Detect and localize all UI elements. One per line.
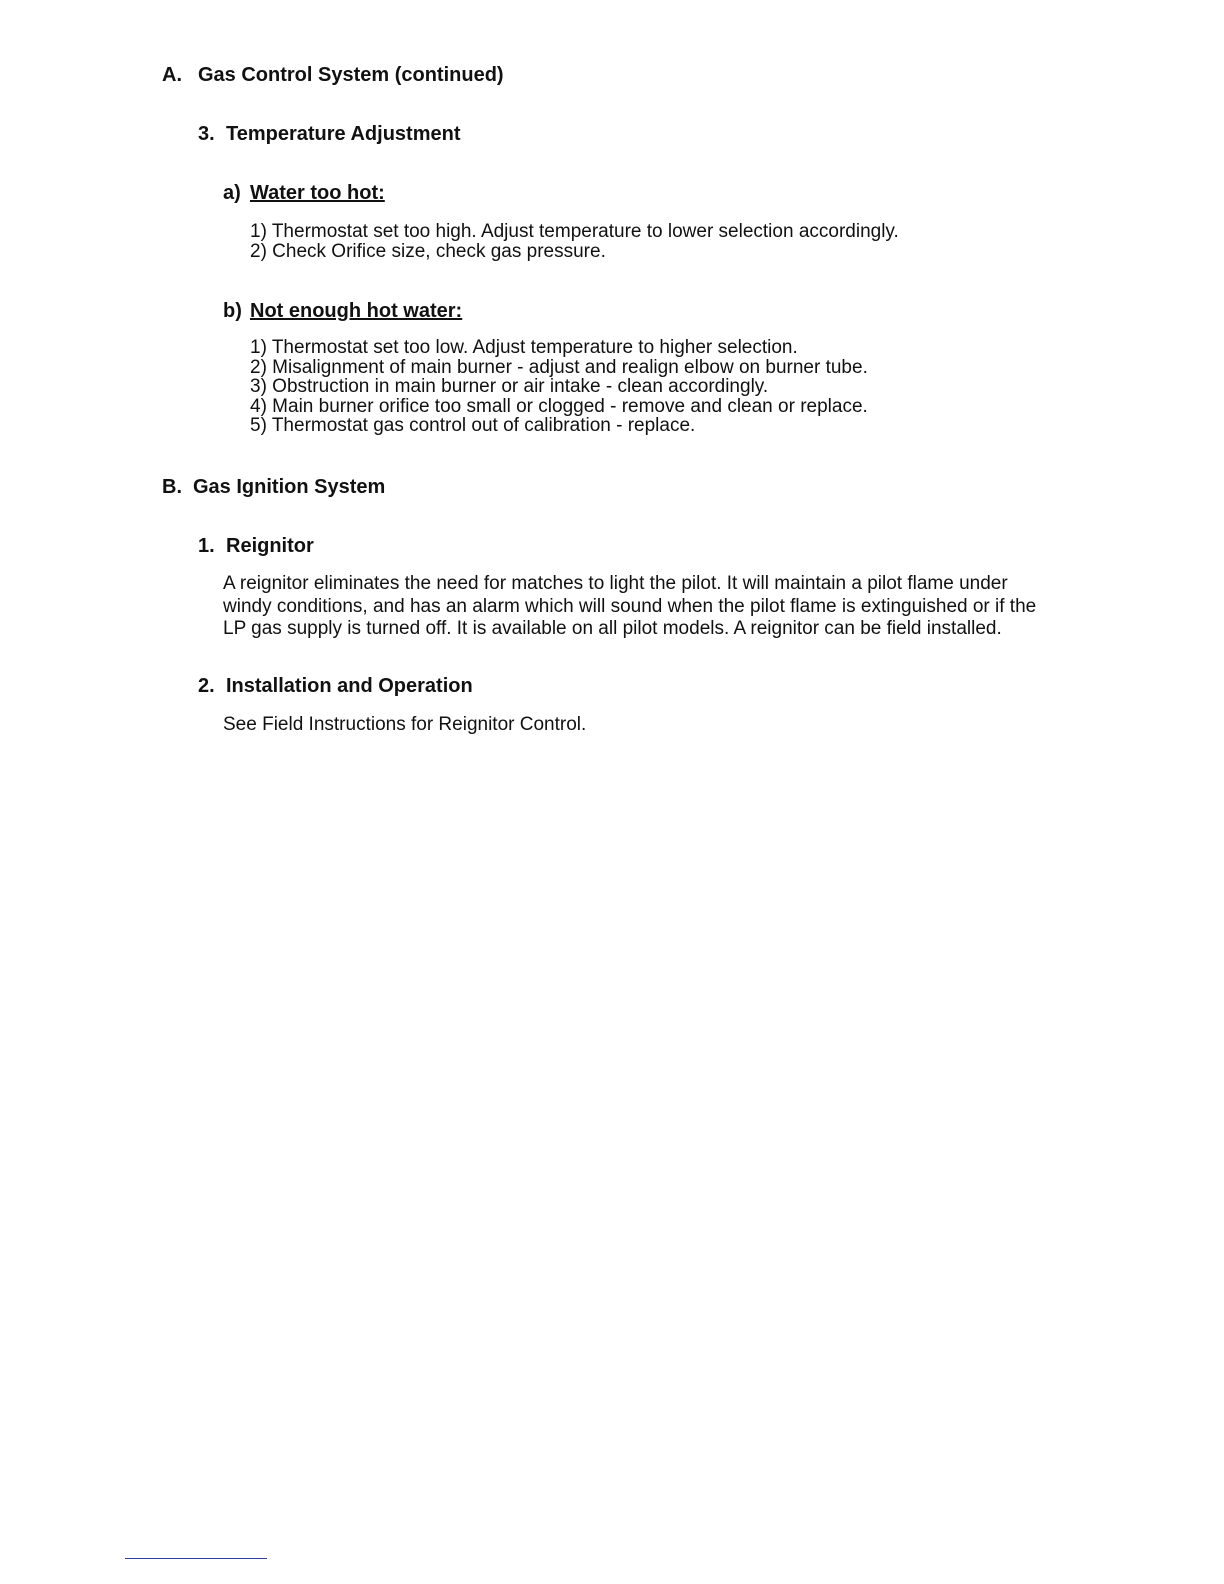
- list-item: 1) Thermostat set too high. Adjust temperature to lower selection accordingly.: [250, 221, 899, 242]
- list-item: 1) Thermostat set too low. Adjust temperature to higher selection.: [250, 337, 798, 358]
- list-item: 3) Obstruction in main burner or air intake - clean accordingly.: [250, 376, 769, 397]
- subsection-number: 2.: [198, 675, 215, 697]
- temperature-adjustment-heading: [198, 123, 460, 146]
- item-title: Water too hot:: [250, 182, 385, 204]
- installation-paragraph: See Field Instructions for Reignitor Control.: [223, 714, 587, 735]
- section-b-letter: B.: [162, 476, 182, 498]
- subsection-title: Reignitor: [226, 535, 314, 557]
- section-b-title: Gas Ignition System: [193, 476, 386, 498]
- item-title: Not enough hot water:: [250, 300, 463, 322]
- section-a-letter: A.: [162, 64, 182, 86]
- footer-rule: [125, 1558, 267, 1559]
- list-item: 5) Thermostat gas control out of calibration - replace.: [250, 415, 696, 436]
- list-item: 4) Main burner orifice too small or clogged - remove and clean or replace.: [250, 395, 868, 417]
- section-b-heading: [162, 476, 385, 499]
- item-label: a): [223, 182, 241, 204]
- reignitor-paragraph: A reignitor eliminates the need for matches to light the pilot. It will maintain a pilot flame under windy conditions, and has an alarm which will sound when the pilot flame is extinguished or if the LP gas supply is turned off. It is available on all pilot models. A reignitor can be field installed.: [223, 573, 1037, 639]
- not-enough-hot-water-list: [250, 338, 868, 436]
- not-enough-hot-water-heading: [223, 300, 462, 323]
- subsection-number: 3.: [198, 123, 215, 145]
- water-too-hot-heading: [223, 182, 385, 205]
- section-a-heading: [162, 64, 504, 87]
- subsection-title: Installation and Operation: [226, 675, 473, 697]
- reignitor-heading: [198, 535, 314, 558]
- installation-operation-heading: [198, 675, 473, 698]
- list-item: 2) Check Orifice size, check gas pressure.: [250, 240, 606, 262]
- water-too-hot-list: [250, 222, 899, 261]
- subsection-number: 1.: [198, 535, 215, 557]
- list-item: 2) Misalignment of main burner - adjust and realign elbow on burner tube.: [250, 356, 868, 378]
- section-a-title: Gas Control System (continued): [198, 64, 504, 86]
- item-label: b): [223, 300, 242, 322]
- subsection-title: Temperature Adjustment: [226, 123, 461, 145]
